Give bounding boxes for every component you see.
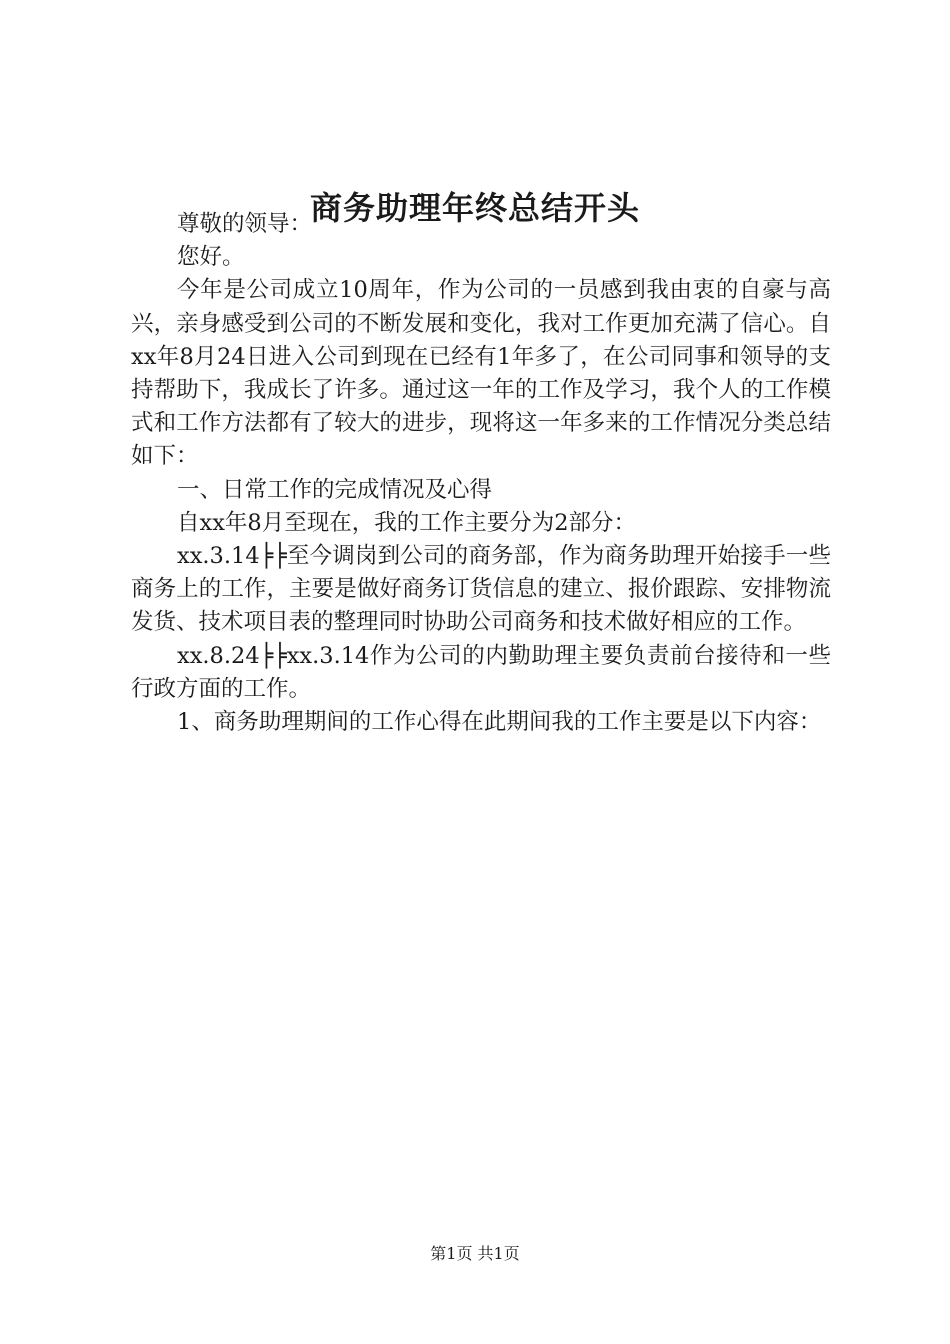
greeting: 您好。 [177,244,245,271]
section-heading: 一、日常工作的完成情况及心得 [177,476,493,503]
office-assistant-paragraph: xx.8.24╞╞xx.3.14作为公司的内勤助理主要负责前台接待和一些行政方面的工作。 [131,642,831,702]
subsection-paragraph: 1、商务助理期间的工作心得在此期间我的工作主要是以下内容： [177,709,822,736]
document-title: 商务助理年终总结开头 [309,189,640,227]
commerce-dept-paragraph: xx.3.14╞╞至今调岗到公司的商务部，作为商务助理开始接手一些商务上的工作，主要是做好商务订货信息的建立、报价跟踪、安排物流发货、技术项目表的整理同时协助公司商务和技术做好相应的工作。 [131,543,831,636]
document-body [131,208,831,739]
page-footer: 第1页 共1页 [430,1244,520,1263]
salutation: 尊敬的领导： [177,211,313,237]
intro-paragraph: 今年是公司成立10周年，作为公司的一员感到我由衷的自豪与高兴，亲身感受到公司的不断发展和变化，我对工作更加充满了信心。自xx年8月24日进入公司到现在已经有1年多了，在公司同事和领导的支持帮助下，我成长了许多。通过这一年的工作及学习，我个人的工作模式和工作方法都有了较大的进步，现将这一年多来的工作情况分类总结如下： [131,277,831,470]
work-overview-paragraph: 自xx年8月至现在，我的工作主要分为2部分： [177,509,637,536]
